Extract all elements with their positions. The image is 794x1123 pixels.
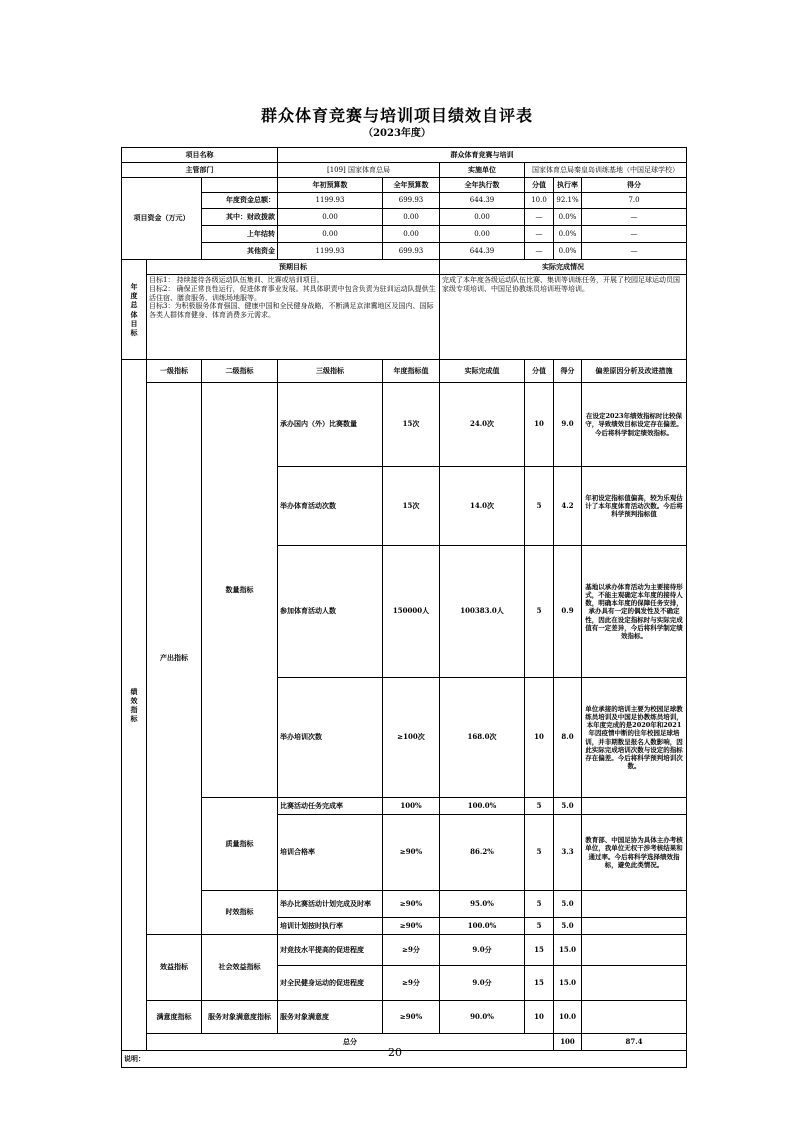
funds-annual: 699.93 xyxy=(383,193,440,209)
expected-goals: 目标1： 持续接待各级运动队伍集训、比赛或培训项目。 目标2： 确保正常良性运行，促进体育事业发展。其具体职责中包含负责为驻训运动队提供生活住宿、膳食服务、训练场地服等。 目标3：为积极服务体育强国、健康中国和全民健身战略，不断满足京津冀地区及国内、国际各类人群体育健身、体育消费多元需求。 xyxy=(147,275,440,360)
project-name-label: 项目名称 xyxy=(122,148,278,163)
funds-executed: 644.39 xyxy=(440,243,525,260)
funds-header: 分值 xyxy=(525,178,554,193)
funds-row xyxy=(122,226,687,243)
indicator-target: ≥100次 xyxy=(383,678,440,798)
total-row xyxy=(122,1034,687,1051)
funds-row-name: 上年结转 xyxy=(202,226,278,243)
funds-initial: 0.00 xyxy=(278,226,383,243)
indicator-target: ≥90% xyxy=(383,1001,440,1034)
funds-score: — xyxy=(582,226,687,243)
funds-annual: 0.00 xyxy=(383,226,440,243)
indicator-actual: 14.0次 xyxy=(440,467,525,546)
indicator-actual: 95.0% xyxy=(440,891,525,918)
indicator-target: ≥90% xyxy=(383,918,440,935)
ind-header: 三级指标 xyxy=(278,360,383,383)
level2-service: 服务对象满意度指标 xyxy=(202,1001,278,1034)
funds-rate: 0.0% xyxy=(554,226,582,243)
indicator-name: 参加体育活动人数 xyxy=(278,546,383,678)
funds-rate: 0.0% xyxy=(554,243,582,260)
funds-rate: 92.1% xyxy=(554,193,582,209)
indicator-actual: 100.0% xyxy=(440,798,525,815)
funds-header: 全年预算数 xyxy=(383,178,440,193)
indicator-name: 培训计划按时执行率 xyxy=(278,918,383,935)
funds-row-name: 其中：财政拨款 xyxy=(202,209,278,226)
actual-goals: 完成了本年度各级运动队伍比赛、集训等训练任务，开展了校园足球运动员国家级专项培训、中国足协教练员培训班等培训。 xyxy=(440,275,687,360)
indicator-reason: 单位承接的培训主要为校园足球教练员培训及中国足协教练员培训，本年度完成的是2020年和2021年因疫情中断的往年校园足球培训，并非期数呈报名人数影响，因此实际完成培训次数与设定的指标存在偏差。今后将科学预判培训次数。 xyxy=(582,678,687,798)
indicator-actual: 90.0% xyxy=(440,1001,525,1034)
funds-row-name: 年度资金总额： xyxy=(202,193,278,209)
dept-value: [109] 国家体育总局 xyxy=(278,163,440,178)
indicator-row xyxy=(122,798,687,815)
indicator-reason: 教育部、中国足协为具体主办考核单位，我单位无权干涉考核结果和通过率。今后将科学选择绩效指标，避免此类情况。 xyxy=(582,815,687,891)
dept-label: 主管部门 xyxy=(122,163,278,178)
indicator-reason xyxy=(582,798,687,815)
funds-executed: 644.39 xyxy=(440,193,525,209)
indicator-target: ≥9分 xyxy=(383,966,440,1001)
funds-header: 得分 xyxy=(582,178,687,193)
funds-row xyxy=(122,243,687,260)
indicator-reason xyxy=(582,918,687,935)
ind-header: 得分 xyxy=(554,360,582,383)
indicator-score: 10.0 xyxy=(554,1001,582,1034)
indicator-score: 15.0 xyxy=(554,935,582,966)
indicator-target: ≥90% xyxy=(383,815,440,891)
indicator-name: 对全民健身运动的促进程度 xyxy=(278,966,383,1001)
total-weight: 100 xyxy=(554,1034,582,1051)
indicator-score: 15.0 xyxy=(554,966,582,1001)
indicator-target: ≥9分 xyxy=(383,935,440,966)
funds-rate: 0.0% xyxy=(554,209,582,226)
ind-header: 年度指标值 xyxy=(383,360,440,383)
indicator-reason xyxy=(582,935,687,966)
indicator-actual: 86.2% xyxy=(440,815,525,891)
funds-score-value: — xyxy=(525,226,554,243)
funds-header: 年初预算数 xyxy=(278,178,383,193)
page-number: 20 xyxy=(388,1046,402,1059)
funds-label: 项目资金（万元） xyxy=(122,178,202,260)
funds-score-value: 10.0 xyxy=(525,193,554,209)
indicator-name: 承办国内（外）比赛数量 xyxy=(278,383,383,467)
goals-label: 年度总体目标 xyxy=(122,260,147,360)
funds-score: — xyxy=(582,209,687,226)
indicator-row xyxy=(122,891,687,918)
indicator-actual: 24.0次 xyxy=(440,383,525,467)
indicator-reason xyxy=(582,966,687,1001)
indicator-reason: 基地以承办体育活动为主要接待形式，不能主观确定本年度的接待人数，明确本年度的保障任务安排，承办具有一定的偶发性及不确定性，因此在设定指标时与实际完成值有一定差异，今后将科学制定绩效指标。 xyxy=(582,546,687,678)
funds-row-name: 其他资金 xyxy=(202,243,278,260)
indicator-actual: 9.0分 xyxy=(440,966,525,1001)
funds-score: — xyxy=(582,243,687,260)
indicator-reason xyxy=(582,891,687,918)
funds-row xyxy=(122,209,687,226)
ind-header: 实际完成值 xyxy=(440,360,525,383)
indicator-score: 9.0 xyxy=(554,383,582,467)
indicator-weight: 15 xyxy=(525,966,554,1001)
indicator-row xyxy=(122,1001,687,1034)
indicator-name: 服务对象满意度 xyxy=(278,1001,383,1034)
level2-timeliness: 时效指标 xyxy=(202,891,278,935)
page-subtitle: （2023年度） xyxy=(363,128,431,139)
unit-label: 实施单位 xyxy=(440,163,525,178)
actual-goals-header: 实际完成情况 xyxy=(440,260,687,275)
indicator-actual: 9.0分 xyxy=(440,935,525,966)
funds-header: 全年执行数 xyxy=(440,178,525,193)
indicator-actual: 100383.0人 xyxy=(440,546,525,678)
indicator-weight: 10 xyxy=(525,678,554,798)
indicator-row xyxy=(122,383,687,467)
ind-header: 偏差原因分析及改进措施 xyxy=(582,360,687,383)
indicator-weight: 5 xyxy=(525,815,554,891)
ind-header: 分值 xyxy=(525,360,554,383)
indicator-name: 培训合格率 xyxy=(278,815,383,891)
indicator-target: 15次 xyxy=(383,383,440,467)
indicator-name: 对竞技水平提高的促进程度 xyxy=(278,935,383,966)
total-score: 87.4 xyxy=(582,1034,687,1051)
funds-executed: 0.00 xyxy=(440,209,525,226)
indicator-name: 举办培训次数 xyxy=(278,678,383,798)
note-label: 说明： xyxy=(122,1051,687,1068)
page-title: 群众体育竞赛与培训项目绩效自评表 xyxy=(260,106,533,125)
indicator-score: 5.0 xyxy=(554,918,582,935)
level1-output: 产出指标 xyxy=(147,383,202,935)
indicator-weight: 5 xyxy=(525,546,554,678)
level1-satisfaction: 满意度指标 xyxy=(147,1001,202,1034)
funds-initial: 1199.93 xyxy=(278,193,383,209)
ind-header: 一级指标 xyxy=(147,360,202,383)
indicator-name: 举办体育活动次数 xyxy=(278,467,383,546)
level2-social: 社会效益指标 xyxy=(202,935,278,1001)
indicator-weight: 10 xyxy=(525,1001,554,1034)
indicator-target: 100% xyxy=(383,798,440,815)
indicator-reason xyxy=(582,1001,687,1034)
expected-goals-header: 预期目标 xyxy=(147,260,440,275)
indicator-weight: 5 xyxy=(525,918,554,935)
indicator-weight: 5 xyxy=(525,467,554,546)
funds-row xyxy=(122,193,687,209)
funds-score-value: — xyxy=(525,209,554,226)
indicator-actual: 168.0次 xyxy=(440,678,525,798)
indicator-score: 5.0 xyxy=(554,798,582,815)
project-name: 群众体育竞赛与培训 xyxy=(278,148,687,163)
funds-initial: 0.00 xyxy=(278,209,383,226)
indicator-reason: 在设定2023年绩效指标时比较保守，导致绩效目标设定存在偏差。今后将科学制定绩效指标。 xyxy=(582,383,687,467)
indicator-score: 5.0 xyxy=(554,891,582,918)
total-label: 总分 xyxy=(147,1034,554,1051)
funds-header: 执行率 xyxy=(554,178,582,193)
unit-value: 国家体育总局秦皇岛训练基地（中国足球学校） xyxy=(525,163,687,178)
funds-executed: 0.00 xyxy=(440,226,525,243)
indicator-target: 15次 xyxy=(383,467,440,546)
indicator-weight: 10 xyxy=(525,383,554,467)
funds-annual: 699.93 xyxy=(383,243,440,260)
indicator-actual: 100.0% xyxy=(440,918,525,935)
funds-score-value: — xyxy=(525,243,554,260)
indicators-label: 绩效指标 xyxy=(122,360,147,1051)
indicator-name: 举办比赛活动计划完成及时率 xyxy=(278,891,383,918)
indicator-score: 8.0 xyxy=(554,678,582,798)
level1-benefit: 效益指标 xyxy=(147,935,202,1001)
indicator-score: 4.2 xyxy=(554,467,582,546)
indicator-weight: 5 xyxy=(525,798,554,815)
indicator-score: 0.9 xyxy=(554,546,582,678)
indicator-weight: 5 xyxy=(525,891,554,918)
funds-annual: 0.00 xyxy=(383,209,440,226)
indicator-score: 3.3 xyxy=(554,815,582,891)
level2-quality: 质量指标 xyxy=(202,798,278,891)
indicator-target: 150000人 xyxy=(383,546,440,678)
ind-header: 二级指标 xyxy=(202,360,278,383)
indicator-weight: 15 xyxy=(525,935,554,966)
funds-score: 7.0 xyxy=(582,193,687,209)
indicator-reason: 年初设定指标值偏高，较为乐观估计了本年度体育活动次数。今后将科学预判指标值 xyxy=(582,467,687,546)
performance-table xyxy=(121,147,687,1068)
level2-quantity: 数量指标 xyxy=(202,383,278,798)
indicator-row xyxy=(122,935,687,966)
indicator-name: 比赛活动任务完成率 xyxy=(278,798,383,815)
funds-initial: 1199.93 xyxy=(278,243,383,260)
indicator-target: ≥90% xyxy=(383,891,440,918)
